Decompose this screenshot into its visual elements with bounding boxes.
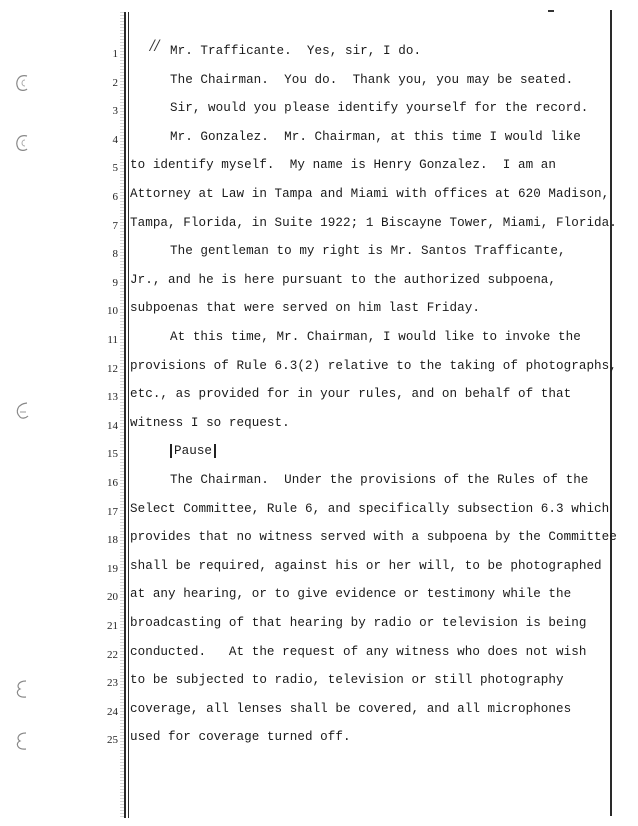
line-text: The Chairman. Under the provisions of the Rules of the xyxy=(170,473,589,487)
line-number: 4 xyxy=(112,133,118,146)
line-number: 5 xyxy=(112,162,118,175)
line-number: 10 xyxy=(107,305,118,318)
line-number: 22 xyxy=(107,648,118,661)
line-text: shall be required, against his or her will, to be photographed xyxy=(130,558,602,573)
line-number: 11 xyxy=(107,334,118,346)
transcript-line xyxy=(0,97,638,126)
transcript-line xyxy=(0,269,638,298)
line-text: at any hearing, or to give evidence or testimony while the xyxy=(130,587,572,602)
pause-notation xyxy=(170,444,216,458)
line-number: 25 xyxy=(107,734,118,747)
transcript-line xyxy=(0,412,638,441)
line-text: At this time, Mr. Chairman, I would like to invoke the xyxy=(170,330,581,344)
line-text: conducted. At the request of any witness who does not wish xyxy=(130,644,587,659)
margin-annotation: // xyxy=(150,38,160,54)
line-text: subpoenas that were served on him last Friday. xyxy=(130,301,480,316)
line-number: 24 xyxy=(107,705,118,718)
line-text: Select Committee, Rule 6, and specifically subsection 6.3 which xyxy=(130,501,610,516)
line-text: to identify myself. My name is Henry Gonzalez. I am an xyxy=(130,158,557,173)
transcript-line xyxy=(0,440,638,469)
line-text: used for coverage turned off. xyxy=(130,730,351,745)
line-number: 7 xyxy=(112,219,118,232)
transcript-line xyxy=(0,240,638,269)
line-number: 9 xyxy=(112,276,118,289)
line-number: 13 xyxy=(107,391,118,404)
line-number: 2 xyxy=(112,76,118,89)
transcript-line xyxy=(0,383,638,412)
line-number: 3 xyxy=(112,105,118,118)
transcript-line xyxy=(0,154,638,183)
transcript-line xyxy=(0,583,638,612)
line-text: Jr., and he is here pursuant to the authorized subpoena, xyxy=(130,272,557,287)
transcript-line xyxy=(0,326,638,355)
transcript-line xyxy=(0,526,638,555)
line-text: Attorney at Law in Tampa and Miami with offices at 620 Madison, xyxy=(130,187,610,201)
transcript-line xyxy=(0,469,638,498)
line-number: 15 xyxy=(107,448,118,461)
transcript-line xyxy=(0,297,638,326)
line-number: 23 xyxy=(107,677,118,690)
line-text: witness I so request. xyxy=(130,415,290,430)
transcript-line xyxy=(0,498,638,527)
line-text: etc., as provided for in your rules, and on behalf of that xyxy=(130,387,572,402)
transcript-line xyxy=(0,726,638,755)
line-number: 14 xyxy=(107,419,118,432)
line-number: 16 xyxy=(107,477,118,489)
line-number: 17 xyxy=(107,505,118,518)
line-number: 20 xyxy=(107,591,118,604)
transcript-line xyxy=(0,355,638,384)
line-text: Tampa, Florida, in Suite 1922; 1 Biscayne Tower, Miami, Florida. xyxy=(130,215,617,230)
line-text: Mr. Gonzalez. Mr. Chairman, at this time I would like xyxy=(170,129,581,144)
line-text: The Chairman. You do. Thank you, you may be seated. xyxy=(170,72,574,87)
line-text: The gentleman to my right is Mr. Santos Trafficante, xyxy=(170,244,566,259)
transcript-line xyxy=(0,40,638,69)
line-number: 6 xyxy=(112,191,118,203)
line-text: provides that no witness served with a subpoena by the Committee xyxy=(130,530,617,545)
transcript-line xyxy=(0,698,638,727)
transcript-line xyxy=(0,183,638,212)
line-number: 12 xyxy=(107,362,118,375)
line-number: 18 xyxy=(107,534,118,547)
transcript-line xyxy=(0,212,638,241)
transcript-line xyxy=(0,126,638,155)
transcript-line xyxy=(0,641,638,670)
line-number: 8 xyxy=(112,248,118,261)
line-number: 1 xyxy=(112,48,118,60)
transcript-line xyxy=(0,69,638,98)
line-text: Mr. Trafficante. Yes, sir, I do. xyxy=(170,44,422,58)
line-text: Sir, would you please identify yourself for the record. xyxy=(170,101,589,116)
transcript-line xyxy=(0,669,638,698)
transcript-line xyxy=(0,555,638,584)
line-text: provisions of Rule 6.3(2) relative to the taking of photographs, xyxy=(130,358,617,373)
corner-mark xyxy=(548,10,554,12)
line-text: coverage, all lenses shall be covered, and all microphones xyxy=(130,701,572,716)
transcript-line xyxy=(0,612,638,641)
line-text: to be subjected to radio, television or still photography xyxy=(130,673,564,688)
line-number: 19 xyxy=(107,562,118,575)
line-number: 21 xyxy=(107,620,118,632)
line-text: broadcasting of that hearing by radio or television is being xyxy=(130,616,587,630)
pause-bracket: Pause xyxy=(170,444,216,458)
